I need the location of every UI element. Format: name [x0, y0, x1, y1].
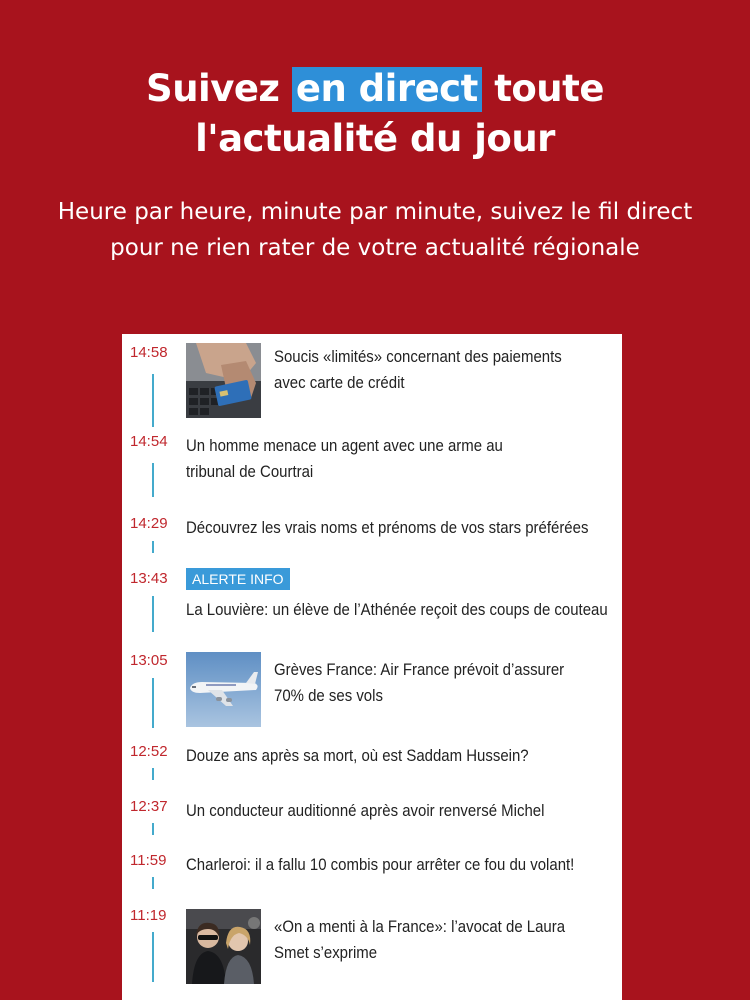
feed-item-title[interactable] — [274, 344, 562, 396]
headline-part-2: toute — [481, 67, 604, 110]
headline — [0, 64, 750, 164]
feed-item-title-line-1[interactable]: Douze ans après sa mort, où est Saddam Hussein? — [186, 746, 529, 765]
feed-item-title-line-1[interactable]: Grèves France: Air France prévoit d’assurer — [274, 660, 565, 679]
timeline-line — [152, 932, 154, 982]
timeline-line — [152, 463, 154, 497]
feed-item-title[interactable] — [186, 597, 608, 623]
feed-item-title-line-1[interactable]: La Louvière: un élève de l’Athénée reçoit des coups de couteau — [186, 600, 608, 619]
feed-item-thumbnail-airplane[interactable] — [186, 652, 261, 727]
feed-item-title-line-2[interactable]: tribunal de Courtrai — [186, 462, 314, 481]
feed-item-title-line-2[interactable]: avec carte de crédit — [274, 373, 405, 392]
timeline-line — [152, 823, 154, 835]
feed-item-time: 14:29 — [130, 515, 168, 532]
feed-item-title[interactable] — [186, 433, 503, 485]
headline-line-2: l'actualité du jour — [195, 117, 555, 160]
timeline-line — [152, 541, 154, 553]
feed-item-thumbnail-press-crowd[interactable] — [186, 909, 261, 984]
feed-item-time: 13:43 — [130, 570, 168, 587]
timeline-line — [152, 877, 154, 889]
feed-item-title[interactable] — [274, 914, 565, 966]
timeline-line — [152, 678, 154, 728]
feed-item-time: 11:59 — [130, 852, 167, 869]
feed-item-title[interactable] — [186, 743, 529, 769]
headline-highlight: en direct — [292, 67, 482, 112]
feed-item-title-line-1[interactable]: Soucis «limités» concernant des paiements — [274, 347, 562, 366]
feed-item-title-line-1[interactable]: «On a menti à la France»: l’avocat de Laura — [274, 917, 566, 936]
feed-item-title-line-2[interactable]: 70% de ses vols — [274, 686, 383, 705]
feed-item-time: 14:58 — [130, 344, 168, 361]
feed-item-thumbnail-credit-card[interactable] — [186, 343, 261, 418]
timeline-line — [152, 374, 154, 427]
feed-item-time: 12:37 — [130, 798, 168, 815]
headline-line-1 — [0, 64, 750, 114]
feed-item-title[interactable] — [274, 657, 564, 709]
feed-item-title-line-1[interactable]: Un conducteur auditionné après avoir renversé Michel — [186, 801, 545, 820]
news-feed — [122, 334, 622, 1000]
alert-badge: ALERTE INFO — [186, 568, 290, 590]
feed-item-title-line-1[interactable]: Un homme menace un agent avec une arme au — [186, 436, 503, 455]
feed-item-title[interactable] — [186, 798, 544, 824]
timeline-line — [152, 596, 154, 632]
feed-item-title-line-2[interactable]: Smet s’exprime — [274, 943, 378, 962]
feed-item-title[interactable] — [186, 515, 588, 541]
feed-item-time: 13:05 — [130, 652, 168, 669]
feed-item-time: 11:19 — [130, 907, 167, 924]
subtitle — [0, 194, 750, 266]
feed-item-time: 12:52 — [130, 743, 168, 760]
headline-part-1: Suivez — [146, 67, 292, 110]
timeline-line — [152, 768, 154, 780]
subtitle-line-2: pour ne rien rater de votre actualité régionale — [110, 235, 640, 261]
feed-item-title[interactable] — [186, 852, 574, 878]
feed-item-title-line-1[interactable]: Découvrez les vrais noms et prénoms de vos stars préférées — [186, 518, 589, 537]
subtitle-line-1: Heure par heure, minute par minute, suivez le fil direct — [57, 199, 693, 225]
feed-item-title-line-1[interactable]: Charleroi: il a fallu 10 combis pour arrêter ce fou du volant! — [186, 855, 575, 874]
feed-item-time: 14:54 — [130, 433, 168, 450]
